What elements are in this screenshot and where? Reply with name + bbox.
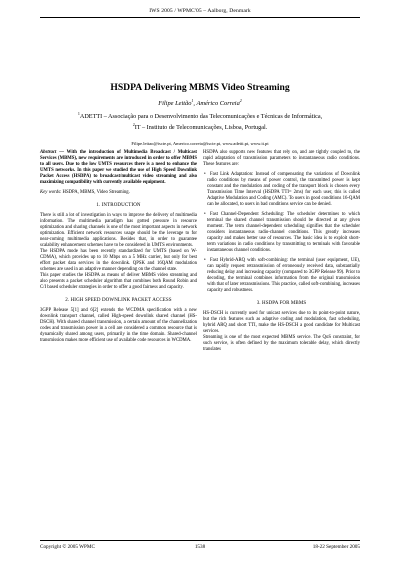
author-name: Filipe Leitão bbox=[158, 100, 192, 107]
affiliation-text: ADETTI – Associação para o Desenvolvimento das Telecomunicações e Técnicas de Informática, bbox=[79, 113, 323, 120]
bullet-text: Fast Hybrid-ARQ with soft-combining: the terminal (user equipment, UE), can rapidly request retransmission of erroneously received data, substantially reducing delay and increasing capacity (compared to 3GPP Release 99). Prior to decoding, the terminal combines information from the original transmission with that of later retransmissions. This practice, called soft-combining, increases capacity and robustness. bbox=[207, 258, 360, 293]
paragraph: The HSDPA mode has been recently standardized for UMTS (based on W-CDMA), which provides up to 10 Mbps on a 5 MHz carrier, but only for best effort packet data services in the downlink. QPSK and 16QAM modulation schemes are used in an adaptive manner depending on the channel state. bbox=[40, 249, 197, 272]
spacer bbox=[40, 291, 197, 294]
bullet-text: Fast Link Adaptation: Instead of compensating the variations of Downlink radio conditions by means of power control, the transmitted power is kept constant and the modulation and coding of the transport block is chosen every Transmission Time Interval (HSDPA TTI= 2ms) for each user, this is called Adaptive Modulation and Coding (AMC). To users in good conditions 16-QAM can be allocated, to users in bad conditions service can be denied. bbox=[207, 172, 360, 207]
section-heading: 2. HIGH SPEED DOWNLINK PACKET ACCESS bbox=[65, 298, 172, 303]
footer-copyright: Copyright © 2005 WPMC bbox=[40, 544, 96, 550]
affiliation-line bbox=[0, 121, 400, 132]
keywords-text: : HSDPA, MBMS, Video Streaming. bbox=[60, 190, 130, 195]
author-name: Américo Correia bbox=[196, 100, 240, 107]
abstract bbox=[40, 150, 197, 186]
page-number: 1538 bbox=[194, 544, 206, 550]
spacer bbox=[203, 294, 360, 297]
author-line bbox=[0, 97, 400, 107]
footer-rule bbox=[40, 540, 360, 541]
bullet-item bbox=[203, 258, 360, 294]
bullet-item bbox=[203, 212, 360, 254]
right-column bbox=[203, 150, 360, 353]
affiliation-text: IT – Instituto de Telecomunicações, Lisboa, Portugal. bbox=[134, 124, 268, 131]
footer-date: 18-22 September 2005 bbox=[312, 544, 360, 550]
paragraph: Streaming is one of the most expected MBMS service. The QoS constraint, for such service, is often defined by the maximum tolerable delay, which directly translates bbox=[203, 335, 360, 352]
paragraph: This paper studies the HSDPA as means of deliver MBMS video streaming and also presents a packet scheduler algorithm that combines both Round Robin and C/I based scheduler strategies in order to offer a good fairness and capacity. bbox=[40, 273, 197, 290]
abstract-label: Abstract bbox=[40, 150, 57, 155]
paragraph: HSDPA also supports new features that rely on, and are tightly coupled to, the rapid adaptation of transmission parameters to instantaneous radio conditions. These features are: bbox=[203, 150, 360, 167]
author-affil-marker: 2 bbox=[239, 97, 242, 103]
section-heading: 3. HSDPA FOR MBMS bbox=[256, 301, 307, 306]
running-header: IWS 2005 / WPMC'05 – Aalborg, Denmark bbox=[149, 8, 251, 14]
contact-emails: Filipe.leitao@iscte.pt, Americo.correia@iscte.pt, www.adetti.pt, www.it.pt bbox=[131, 141, 269, 146]
affiliation-marker: 2 bbox=[132, 121, 135, 127]
section-heading: 1. INTRODUCTION bbox=[96, 203, 141, 208]
paragraph: There is still a lot of investigation in ways to improve the delivery of multimedia information. The multimedia paradigm has gotted pressure in resource optimization and sharing channels is one of the most important aspects in network optimization. Efficient network resources usage should be the leverage to for near-coming multimedia applications. Besides that, in order to guarantee scalability enhancement schemes have to be considered in UMTS environments. bbox=[40, 213, 197, 248]
bullet-marker: • bbox=[204, 212, 206, 217]
paragraph: 3GPP Release 5[1] and 6[2] extends the WCDMA specification with a new downlink transport channel, called High-speed downlink shared channel (HS-DSCH). With shared channel transmission, a certain amount of the channelization codes and transmission power in a cell are considered a common resource that is dynamically shared among users, primarily in the time domain. Shared-channel transmission makes more efficient use of available code resources in WCDMA. bbox=[40, 308, 197, 343]
header-rule bbox=[40, 17, 360, 18]
bullet-marker: • bbox=[204, 258, 206, 263]
affiliation-line bbox=[0, 110, 400, 121]
author-affil-marker: 1 bbox=[191, 97, 194, 103]
author-separator: , bbox=[193, 100, 197, 107]
paper-title: HSDPA Delivering MBMS Video Streaming bbox=[110, 82, 290, 93]
abstract-text: — With the introduction of Multimedia Broadcast / Multicast Services (MBMS), new requirements are introduced in order to offer MBMS to all users. Due to the low UMTS resources there is a need to enhance the UMTS networks. In this paper we studied the use of High Speed Downlink Packet Access (HSDPA) to broadcast/multicast video streaming and also maximizing compatibility with currently available equipment. bbox=[40, 150, 197, 185]
bullet-marker: • bbox=[204, 172, 206, 177]
bullet-text: Fast Channel-Dependent Scheduling: The scheduler determines to which terminal the shared channel transmission should be directed at any given moment. The term channel-dependent scheduling signifies that the scheduler considers instantaneous radio-channel conditions. This greatly increases capacity and makes better use of resources. The basic idea is to exploit short-term variations in radio conditions by transmitting to terminals with favorable instantaneous channel conditions. bbox=[207, 212, 360, 253]
paragraph: HS-DSCH is currently used for unicast services due to its point-to-point nature, but the rich features such as adaptive coding and modulation, fast scheduling, hybrid ARQ and short TTI, make the HS-DSCH a good candidate for Multicast services. bbox=[203, 311, 360, 334]
affiliation-marker: 1 bbox=[77, 110, 80, 116]
bullet-item bbox=[203, 172, 360, 208]
keywords bbox=[40, 190, 197, 196]
left-column bbox=[40, 150, 197, 344]
keywords-label: Key words bbox=[40, 190, 61, 195]
